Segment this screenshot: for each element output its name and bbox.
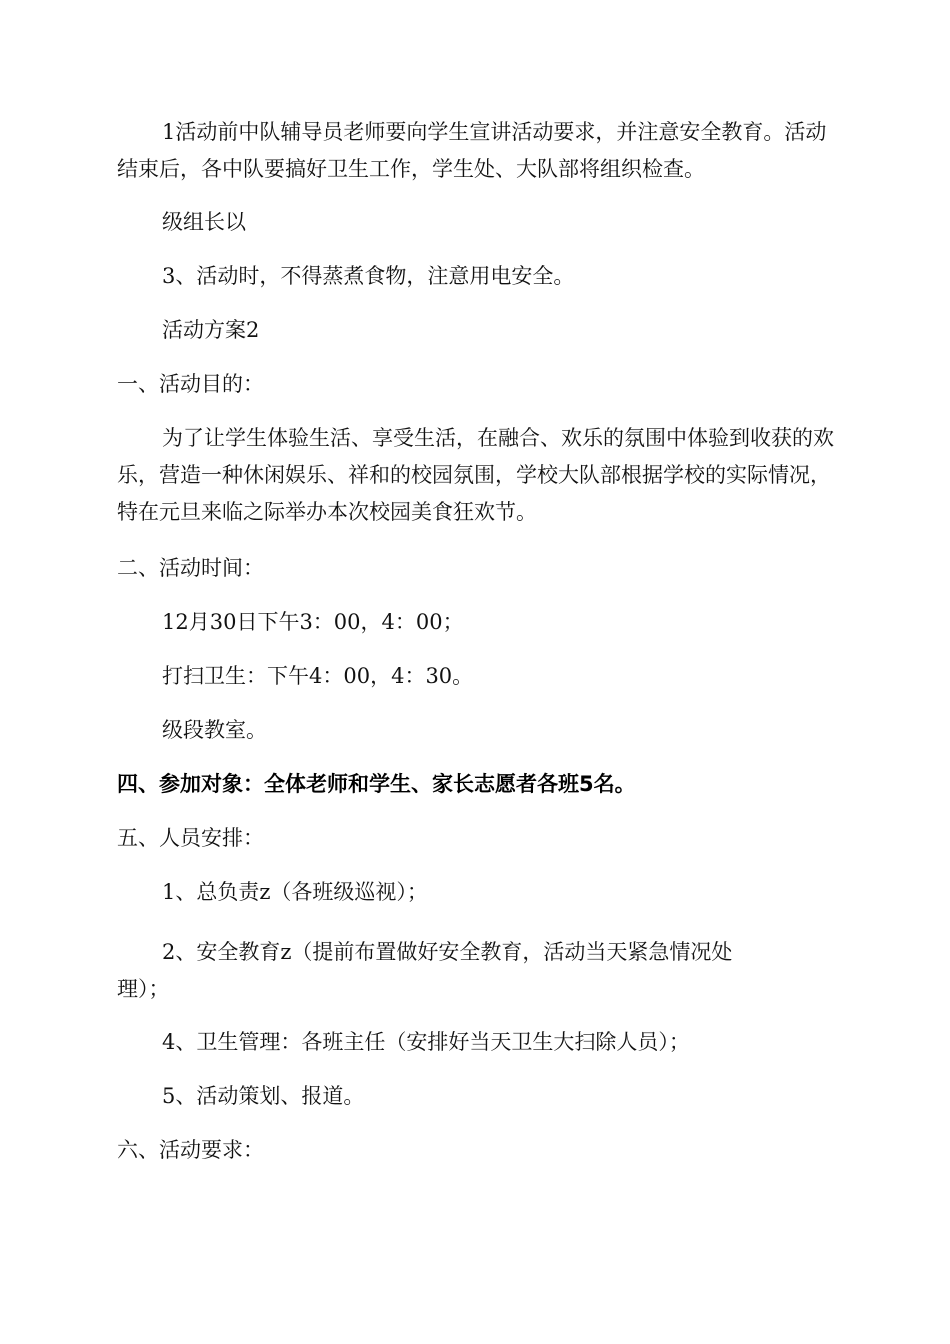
paragraph-purpose-text: 为了让学生体验生活、享受生活，在融合、欢乐的氛围中体验到收获的欢乐，营造一种休闲娱乐、祥和的校园氛围，学校大队部根据学校的实际情况，特在元旦来临之际举办本次校园美食狂欢节。 (117, 426, 834, 524)
paragraph-location: 级段教室。 (162, 718, 267, 742)
heading-activity-plan-2: 活动方案2 (162, 318, 260, 342)
paragraph-planning-reporting: 5、活动策划、报道。 (162, 1084, 365, 1108)
paragraph-safety-requirements: 1活动前中队辅导员老师要向学生宣讲活动要求，并注意安全教育。活动结束后，各中队要搞好卫生工作，学生处、大队部将组织检查。 (117, 120, 827, 181)
heading-activity-time: 二、活动时间： (117, 556, 264, 580)
heading-staff-arrangement: 五、人员安排： (117, 826, 264, 850)
paragraph-grade-leader: 级组长以 (162, 210, 246, 234)
paragraph-safety-education: 2、安全教育z（提前布置做好安全教育，活动当天紧急情况处理）； (117, 940, 733, 1001)
heading-activity-requirements: 六、活动要求： (117, 1138, 264, 1162)
heading-participants: 四、参加对象：全体老师和学生、家长志愿者各班5名。 (117, 772, 636, 796)
heading-activity-purpose: 一、活动目的： (117, 372, 264, 396)
paragraph-hygiene-management: 4、卫生管理：各班主任（安排好当天卫生大扫除人员）； (162, 1030, 690, 1054)
paragraph-electric-safety: 3、活动时，不得蒸煮食物，注意用电安全。 (162, 264, 575, 288)
paragraph-activity-date: 12月30日下午3：00，4：00； (162, 610, 464, 634)
paragraph-cleaning-time: 打扫卫生：下午4：00，4：30。 (162, 664, 474, 688)
paragraph-general-manager: 1、总负责z（各班级巡视）； (162, 880, 428, 904)
